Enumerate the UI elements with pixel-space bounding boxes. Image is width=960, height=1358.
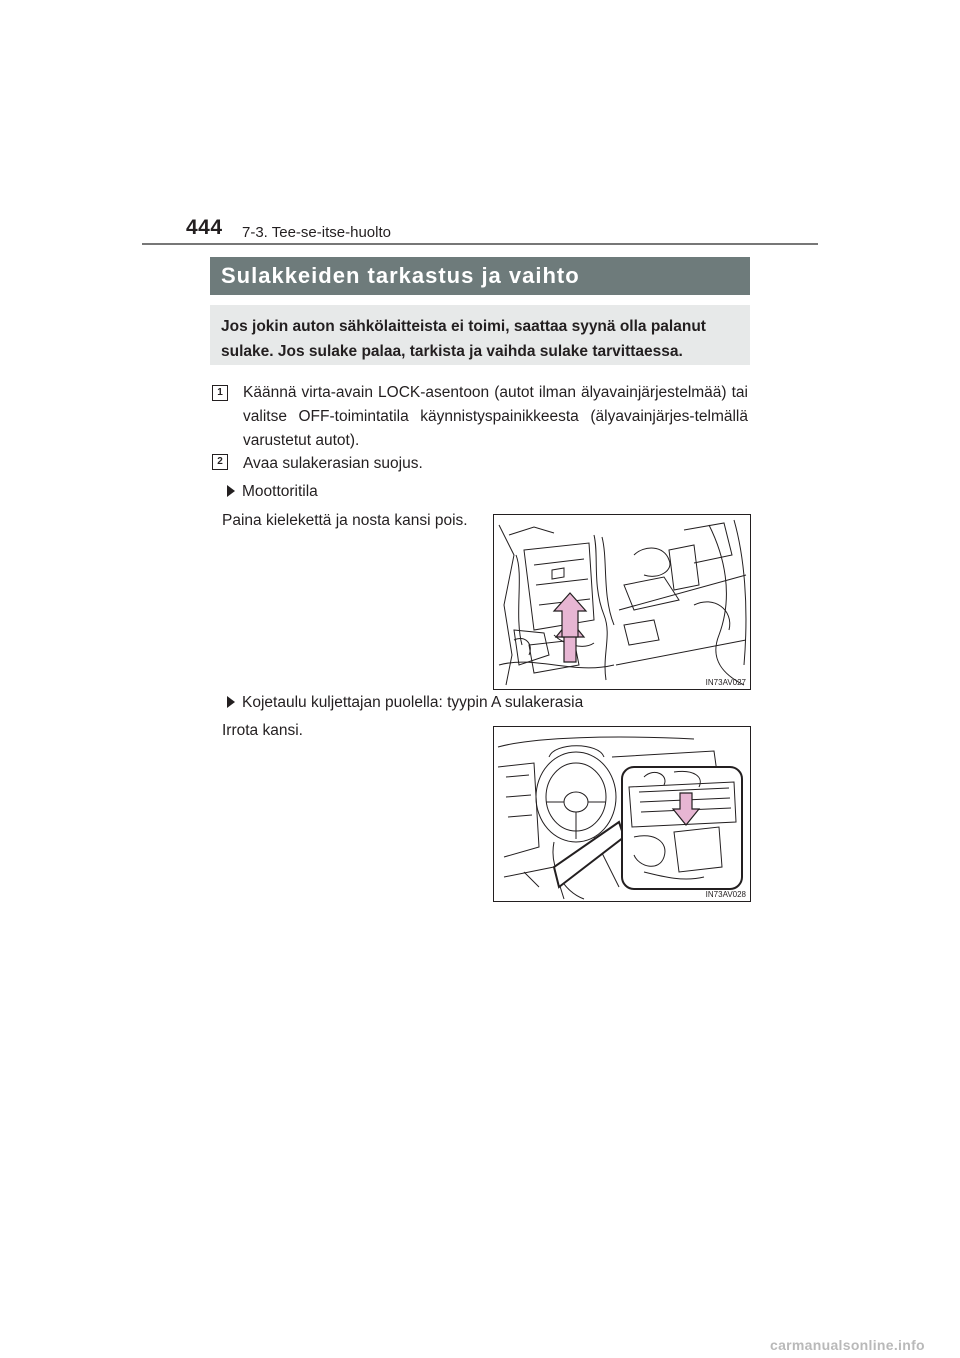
step-number-1: 1 xyxy=(212,385,228,401)
engine-compartment-drawing xyxy=(494,515,750,689)
page-number: 444 xyxy=(186,216,223,239)
figure-code: IN73AV028 xyxy=(705,890,746,899)
header-divider xyxy=(142,243,818,245)
intro-box: Jos jokin auton sähkölaitteista ei toimi, saattaa syynä olla palanut sulake. Jos sulake palaa, tarkista ja vaihda sulake tarvittaessa. xyxy=(210,305,750,365)
dashboard-fuse-box-illustration xyxy=(493,726,751,902)
instruction-dashboard: Irrota kansi. xyxy=(222,722,303,739)
triangle-bullet-icon xyxy=(227,696,235,708)
step-text-2: Avaa sulakerasian suojus. xyxy=(243,455,423,472)
watermark: carmanualsonline.info xyxy=(770,1337,925,1353)
section-breadcrumb: 7-3. Tee-se-itse-huolto xyxy=(242,224,391,241)
step-number-2: 2 xyxy=(212,454,228,470)
figure-code: IN73AV027 xyxy=(705,678,746,687)
instrument-panel-drawing xyxy=(494,727,750,901)
location-heading-dashboard xyxy=(227,694,583,712)
step-text-1: Käännä virta-avain LOCK-asentoon (autot ilman älyavainjärjestelmää) tai valitse OFF-toimintatila käynnistyspainikkeesta (älyavainjärjes-telmällä varustetut autot). xyxy=(243,384,748,449)
triangle-bullet-icon xyxy=(227,485,235,497)
page-title: Sulakkeiden tarkastus ja vaihto xyxy=(210,257,750,295)
engine-fuse-box-illustration xyxy=(493,514,751,690)
location-heading-engine xyxy=(227,483,318,501)
location-heading-text: Kojetaulu kuljettajan puolella: tyypin A sulakerasia xyxy=(242,694,584,711)
instruction-engine: Paina kielekettä ja nosta kansi pois. xyxy=(222,512,468,529)
location-heading-text: Moottoritila xyxy=(242,483,318,500)
